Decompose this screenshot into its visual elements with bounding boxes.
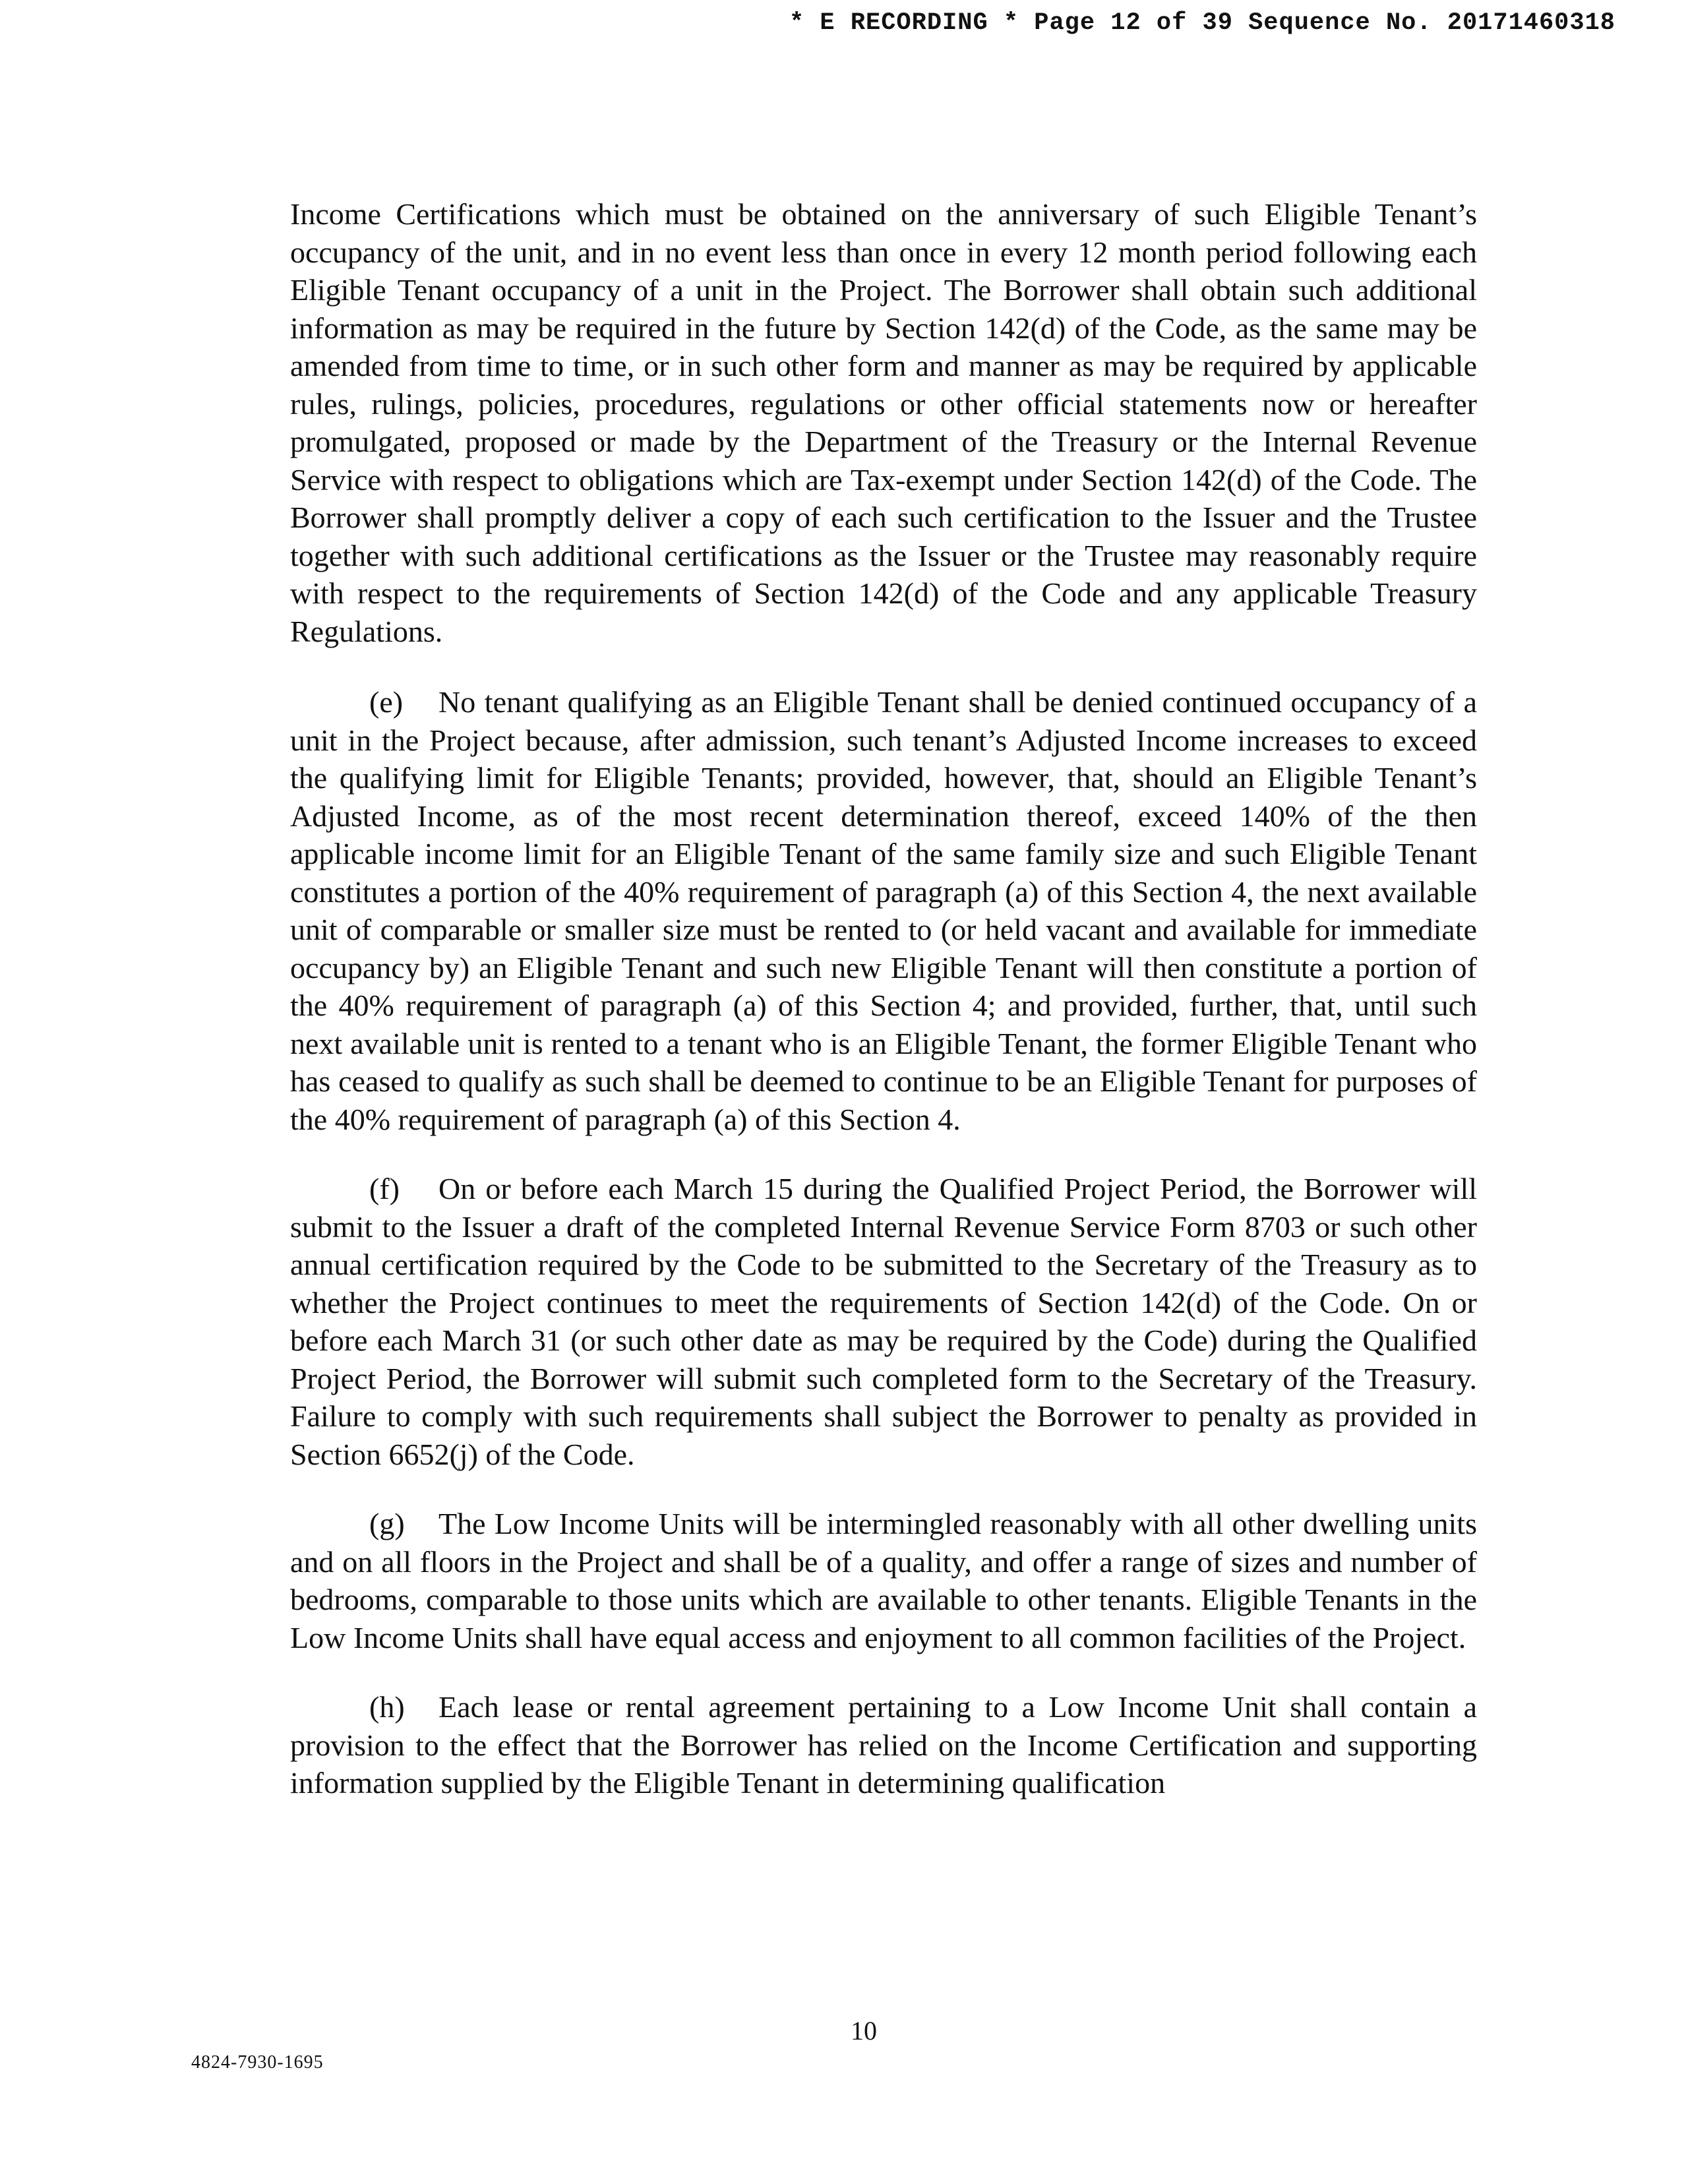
paragraph-text: Each lease or rental agreement pertaining to a Low Income Unit shall contain a provision to the effect that the Borrower has relied on the Income Certification and supporting information supplied by the Eligible Tenant in determining qualification bbox=[290, 1690, 1477, 1800]
paragraph-text: Income Certifications which must be obtained on the anniversary of such Eligible Tenant’s occupancy of the unit, and in no event less than once in every 12 month period following each Eligible Tenant occupancy of a unit in the Project. The Borrower shall obtain such additional information as may be required in the future by Section 142(d) of the Code, as the same may be amended from time to time, or in such other form and manner as may be required by applicable rules, rulings, policies, procedures, regulations or other official statements now or hereafter promulgated, proposed or made by the Department of the Treasury or the Internal Revenue Service with respect to obligations which are Tax-exempt under Section 142(d) of the Code. The Borrower shall promptly deliver a copy of each such certification to the Issuer and the Trustee together with such additional certifications as the Issuer or the Trustee may reasonably require with respect to the requirements of Section 142(d) of the Code and any applicable Treasury Regulations. bbox=[290, 197, 1477, 648]
paragraph-label: (e) bbox=[369, 685, 404, 719]
document-id: 4824-7930-1695 bbox=[191, 2052, 324, 2073]
paragraph-h bbox=[290, 1688, 1477, 1802]
paragraph-text: On or before each March 15 during the Qualified Project Period, the Borrower will submit to the Issuer a draft of the completed Internal Revenue Service Form 8703 or such other annual certification required by the Code to be submitted to the Secretary of the Treasury as to whether the Project continues to meet the requirements of Section 142(d) of the Code. On or before each March 31 (or such other date as may be required by the Code) during the Qualified Project Period, the Borrower will submit such completed form to the Secretary of the Treasury. Failure to comply with such requirements shall subject the Borrower to penalty as provided in Section 6652(j) of the Code. bbox=[290, 1172, 1477, 1471]
paragraph-e bbox=[290, 683, 1477, 1138]
paragraph-label: (f) bbox=[369, 1172, 400, 1205]
paragraph-continuation bbox=[290, 195, 1477, 650]
recording-header: * E RECORDING * Page 12 of 39 Sequence No. 20171460318 bbox=[789, 9, 1615, 37]
paragraph-text: No tenant qualifying as an Eligible Tenant shall be denied continued occupancy of a unit in the Project because, after admission, such tenant’s Adjusted Income increases to exceed the qualifying limit for Eligible Tenants; provided, however, that, should an Eligible Tenant’s Adjusted Income, as of the most recent determination thereof, exceed 140% of the then applicable income limit for an Eligible Tenant of the same family size and such Eligible Tenant constitutes a portion of the 40% requirement of paragraph (a) of this Section 4, the next available unit of comparable or smaller size must be rented to (or held vacant and available for immediate occupancy by) an Eligible Tenant and such new Eligible Tenant will then constitute a portion of the 40% requirement of paragraph (a) of this Section 4; and provided, further, that, until such next available unit is rented to a tenant who is an Eligible Tenant, the former Eligible Tenant who has ceased to qualify as such shall be deemed to continue to be an Eligible Tenant for purposes of the 40% requirement of paragraph (a) of this Section 4. bbox=[290, 685, 1477, 1136]
paragraph-label: (g) bbox=[369, 1507, 405, 1540]
document-body bbox=[290, 195, 1477, 1834]
paragraph-f bbox=[290, 1170, 1477, 1473]
paragraph-g bbox=[290, 1505, 1477, 1656]
paragraph-text: The Low Income Units will be intermingled reasonably with all other dwelling units and on all floors in the Project and shall be of a quality, and offer a range of sizes and number of bedrooms, comparable to those units which are available to other tenants. Eligible Tenants in the Low Income Units shall have equal access and enjoyment to all common facilities of the Project. bbox=[290, 1507, 1477, 1654]
page-number: 10 bbox=[851, 2016, 877, 2046]
paragraph-label: (h) bbox=[369, 1690, 405, 1724]
